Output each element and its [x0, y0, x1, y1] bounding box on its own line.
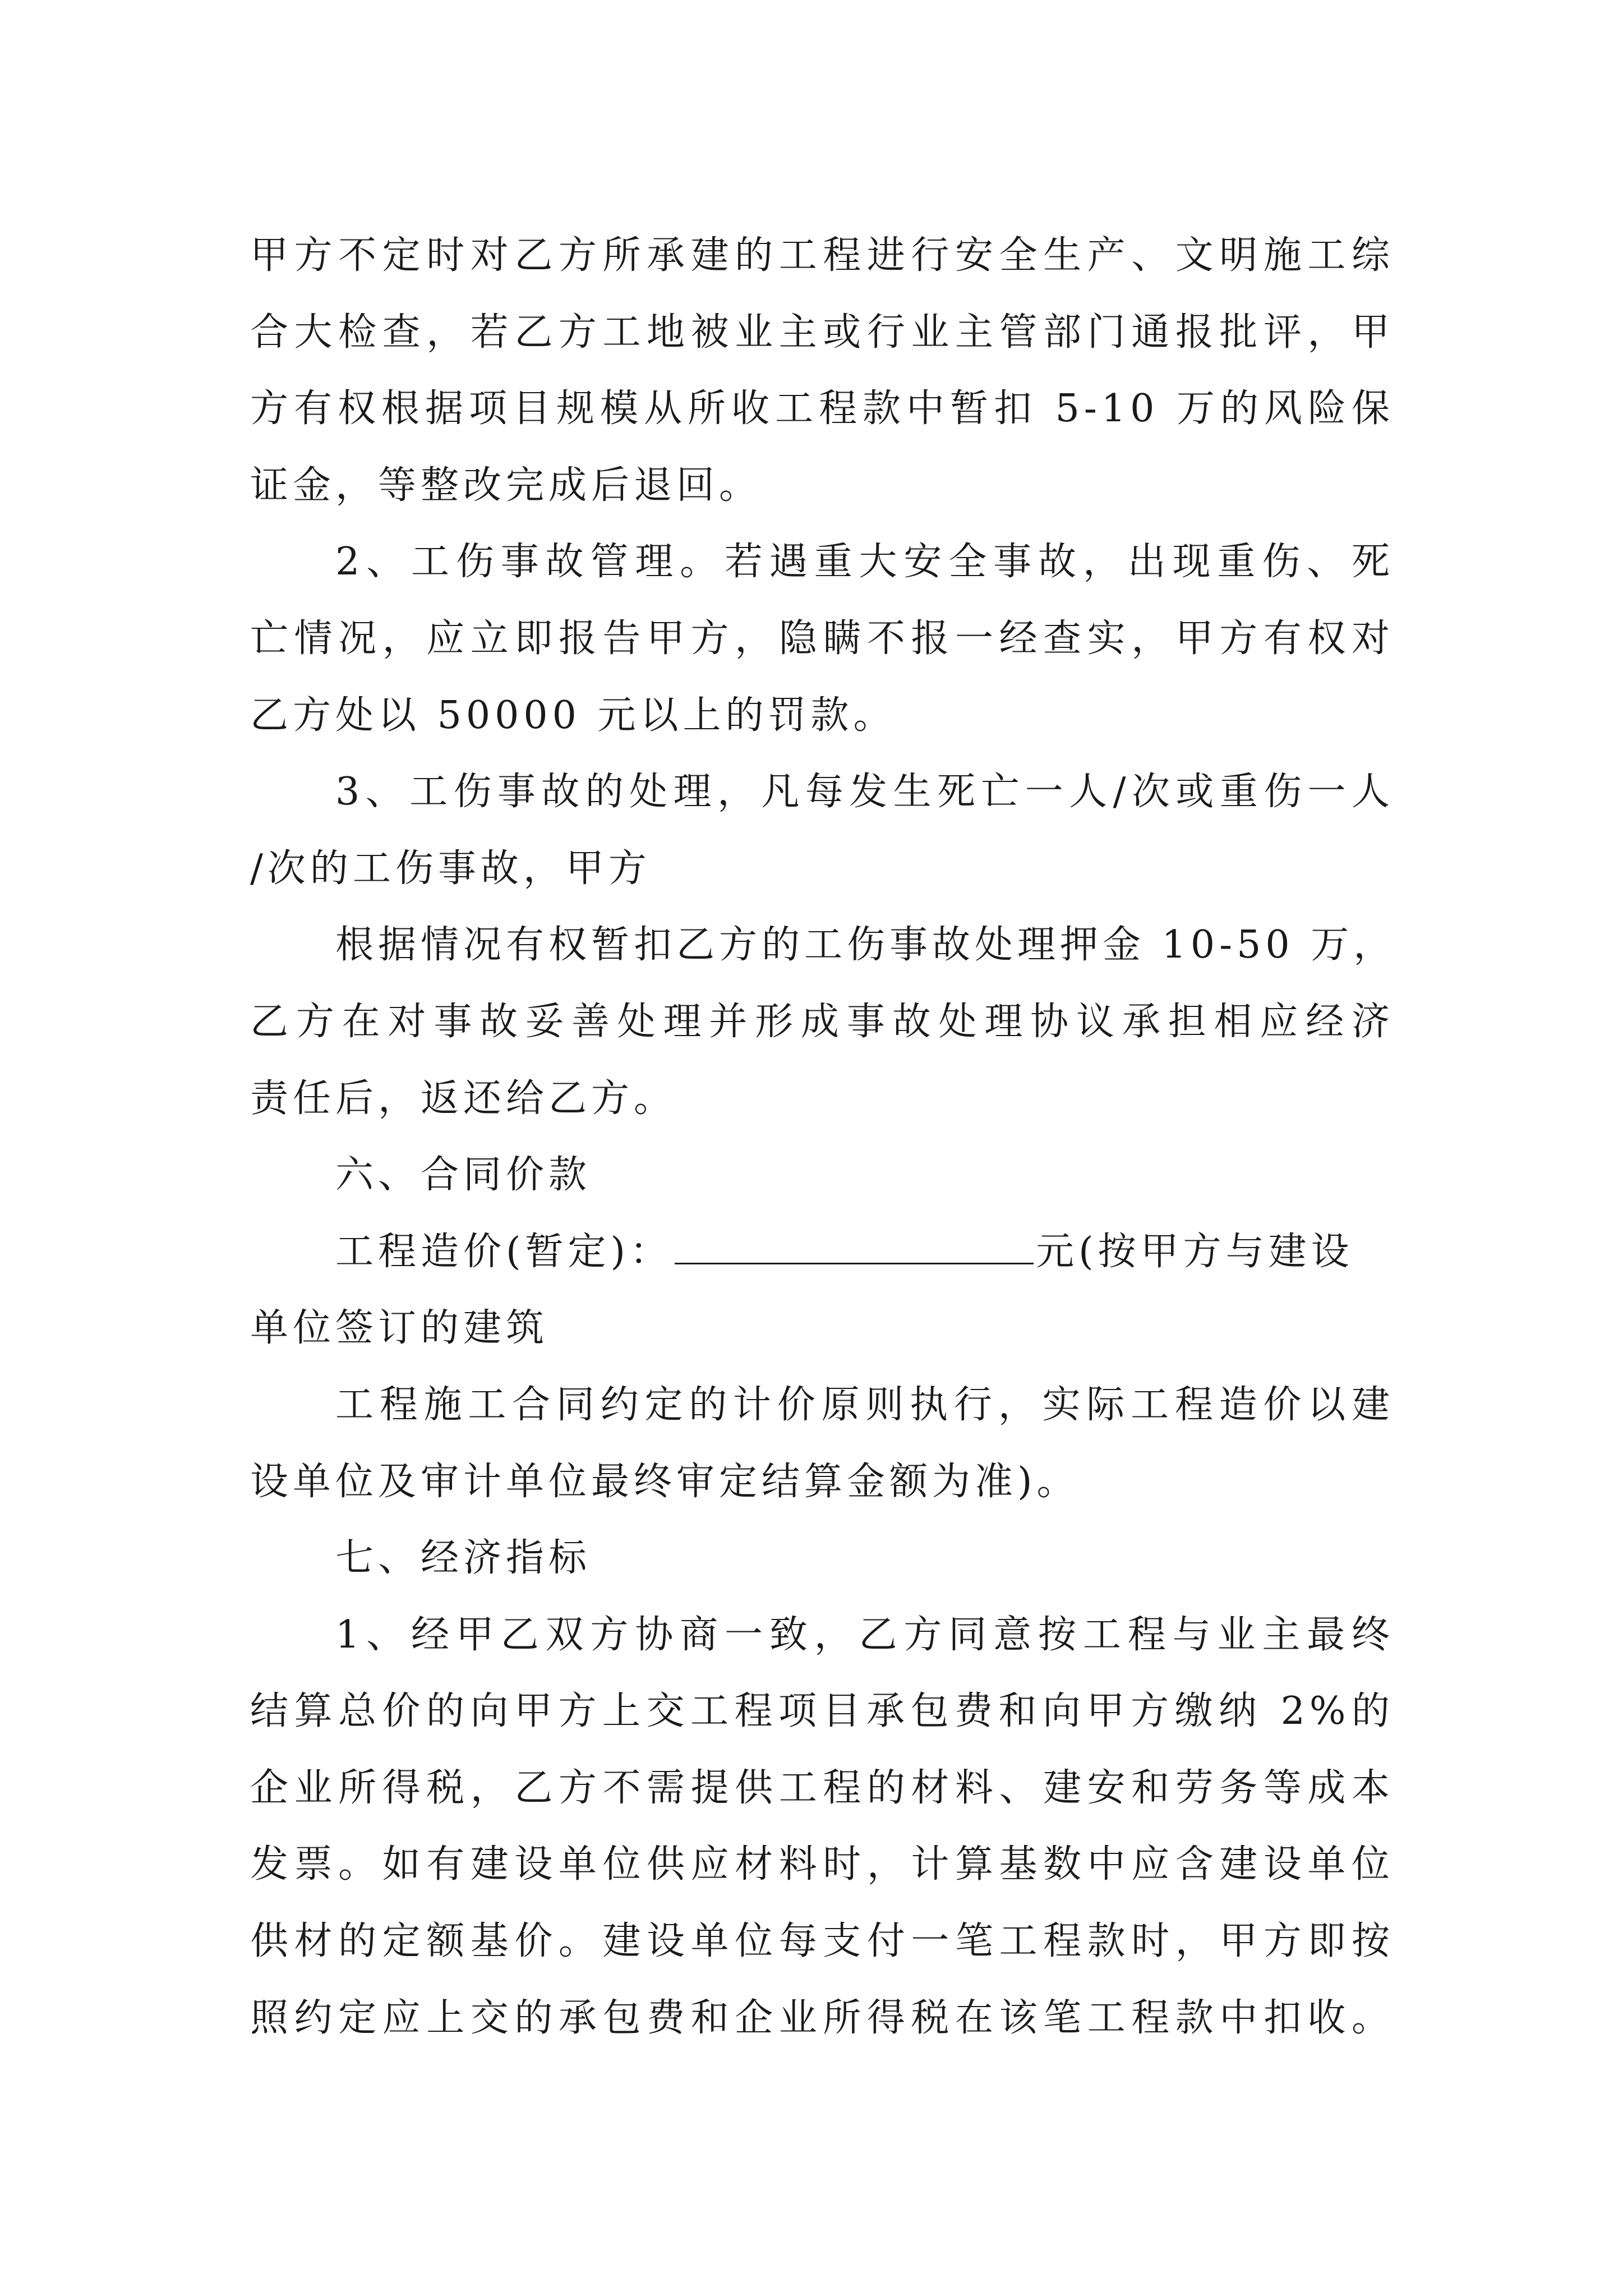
contract-price-suffix: 元(按甲方与建设: [1036, 1229, 1354, 1274]
clause-1-line: 1、经甲乙双方协商一致，乙方同意按工程与业主最终: [335, 1612, 1394, 1657]
paragraph-line: 工程施工合同约定的计价原则执行，实际工程造价以建: [335, 1382, 1394, 1427]
paragraph-line: 亡情况，应立即报告甲方，隐瞒不报一经查实，甲方有权对: [250, 616, 1394, 661]
paragraph-line: 责任后，返还给乙方。: [250, 1076, 677, 1121]
section-heading-contract-price: 六、合同价款: [335, 1153, 592, 1198]
paragraph-line: 乙方处以 50000 元以上的罚款。: [250, 693, 896, 738]
paragraph-line: 单位签订的建筑: [250, 1306, 549, 1351]
paragraph-line: 根据情况有权暂扣乙方的工伤事故处理押金 10-50 万，: [335, 923, 1396, 968]
paragraph-line: 甲方不定时对乙方所承建的工程进行安全生产、文明施工综: [250, 233, 1394, 278]
paragraph-line: 乙方在对事故妥善处理并形成事故处理协议承担相应经济: [250, 999, 1394, 1044]
clause-2-line: 2、工伤事故管理。若遇重大安全事故，出现重伤、死: [335, 540, 1394, 585]
paragraph-line: 供材的定额基价。建设单位每支付一笔工程款时，甲方即按: [250, 1919, 1394, 1964]
paragraph-line: 设单位及审计单位最终审定结算金额为准)。: [250, 1459, 1080, 1504]
paragraph-line: 证金，等整改完成后退回。: [250, 463, 762, 508]
contract-price-label: 工程造价(暂定)：: [335, 1229, 673, 1274]
clause-3-line: 3、工伤事故的处理，凡每发生死亡一人/次或重伤一人: [335, 770, 1394, 815]
contract-price-blank: [675, 1229, 1034, 1264]
paragraph-line: 结算总价的向甲方上交工程项目承包费和向甲方缴纳 2%的: [250, 1689, 1394, 1734]
paragraph-line: 方有权根据项目规模从所收工程款中暂扣 5-10 万的风险保: [250, 386, 1394, 431]
contract-price-line: [250, 1214, 1394, 1291]
paragraph-line: /次的工伤事故，甲方: [250, 846, 651, 891]
section-heading-economic-indicators: 七、经济指标: [335, 1536, 592, 1581]
paragraph-line: 照约定应上交的承包费和企业所得税在该笔工程款中扣收。: [250, 1995, 1394, 2040]
paragraph-line: 发票。如有建设单位供应材料时，计算基数中应含建设单位: [250, 1842, 1394, 1887]
paragraph-line: 企业所得税，乙方不需提供工程的材料、建安和劳务等成本: [250, 1765, 1394, 1810]
paragraph-line: 合大检查，若乙方工地被业主或行业主管部门通报批评，甲: [250, 310, 1394, 355]
document-body: [250, 218, 1394, 2056]
